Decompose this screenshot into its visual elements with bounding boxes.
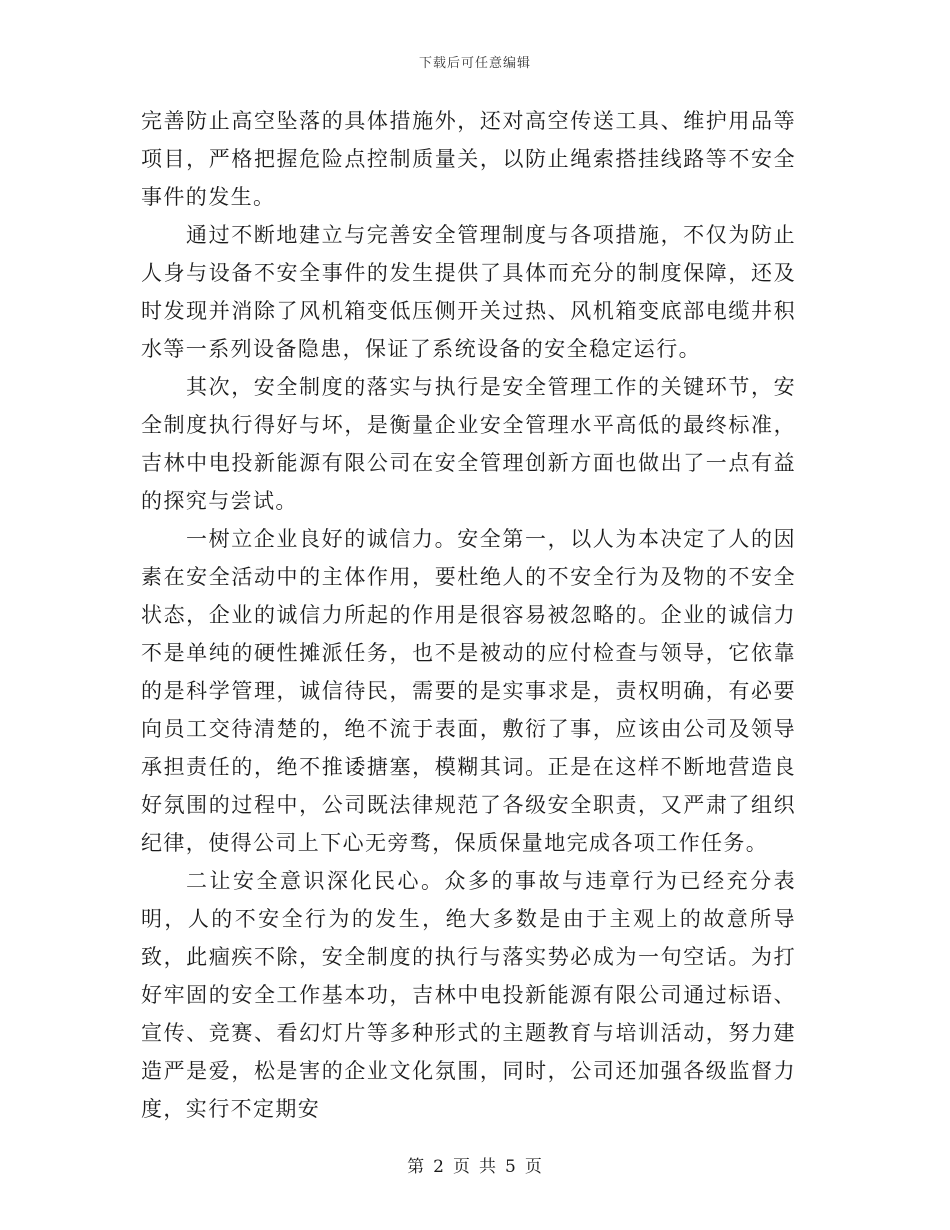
document-body [141, 102, 796, 1128]
footer-page-number: 2 [433, 1157, 445, 1177]
paragraph-awareness: 二让安全意识深化民心。众多的事故与违章行为已经充分表明，人的不安全行为的发生，绝大多数是由于主观上的故意所导致，此痼疾不除，安全制度的执行与落实势必成为一句空话。为打好牢固的安全工作基本功，吉林中电投新能源有限公司通过标语、宣传、竞赛、看幻灯片等多种形式的主题教育与培训活动，努力建造严是爱，松是害的企业文化氛围，同时，公司还加强各级监督力度，实行不定期安 [141, 869, 796, 1121]
paragraph-execution: 其次，安全制度的落实与执行是安全管理工作的关键环节，安全制度执行得好与坏，是衡量企业安全管理水平高低的最终标准，吉林中电投新能源有限公司在安全管理创新方面也做出了一点有益的探究与尝试。 [141, 375, 796, 513]
footer-total-unit: 页 [524, 1157, 543, 1177]
paragraph-integrity: 一树立企业良好的诚信力。安全第一，以人为本决定了人的因素在安全活动中的主体作用，要杜绝人的不安全行为及物的不安全状态，企业的诚信力所起的作用是很容易被忽略的。企业的诚信力不是单纯的硬性摊派任务，也不是被动的应付检查与领导，它依靠的是科学管理，诚信待民，需要的是实事求是，责权明确，有必要向员工交待清楚的，绝不流于表面，敷衍了事，应该由公司及领导承担责任的，绝不推诿搪塞，模糊其词。正是在这样不断地营造良好氛围的过程中，公司既法律规范了各级安全职责，又严肃了组织纪律，使得公司上下心无旁骛，保质保量地完成各项工作任务。 [141, 527, 796, 855]
page-footer [0, 1152, 950, 1177]
footer-total-pages: 5 [505, 1157, 517, 1177]
paragraph-continuation: 完善防止高空坠落的具体措施外，还对高空传送工具、维护用品等项目，严格把握危险点控制质量关，以防止绳索搭挂线路等不安全事件的发生。 [141, 109, 796, 209]
footer-page-unit: 页 [453, 1157, 471, 1177]
paragraph-system-measures: 通过不断地建立与完善安全管理制度与各项措施，不仅为防止人身与设备不安全事件的发生提供了具体而充分的制度保障，还及时发现并消除了风机箱变低压侧开关过热、风机箱变底部电缆井积水等一系列设备隐患，保证了系统设备的安全稳定运行。 [141, 223, 796, 361]
footer-prefix: 第 [407, 1157, 426, 1177]
footer-total-prefix: 共 [479, 1157, 497, 1177]
header-note: 下载后可任意编辑 [418, 56, 531, 71]
